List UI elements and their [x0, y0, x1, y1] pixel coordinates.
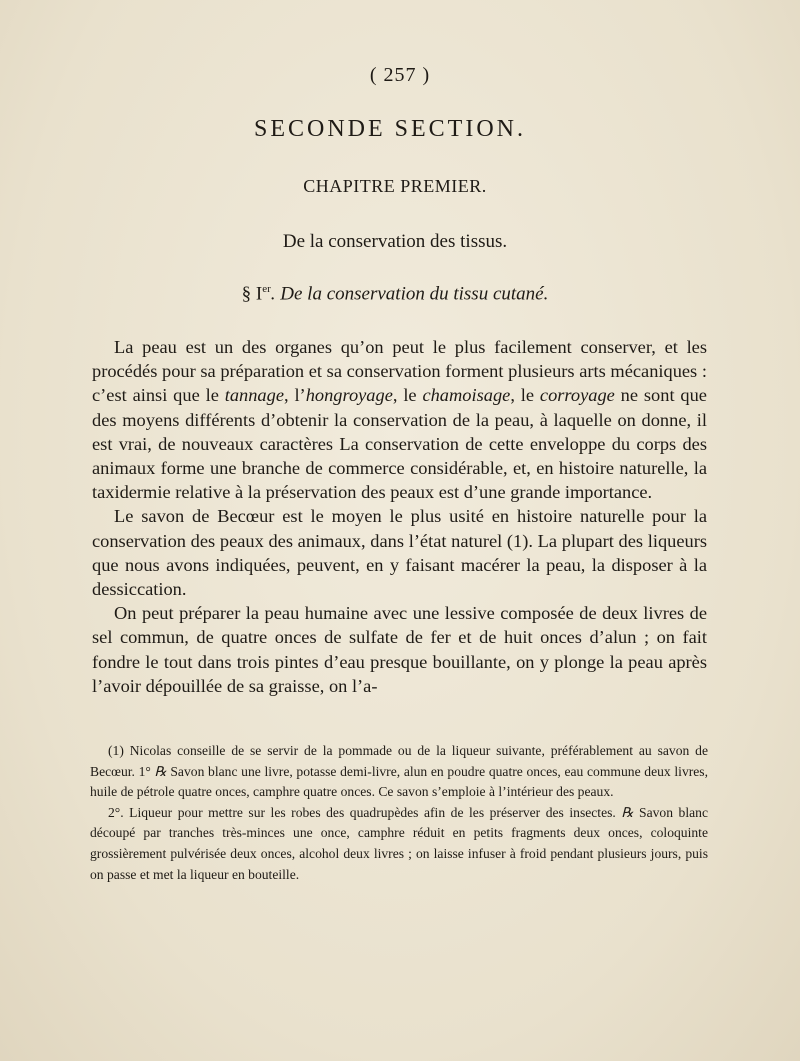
term-hongroyage: hongroyage: [305, 385, 393, 406]
section-title: SECONDE SECTION.: [253, 116, 526, 142]
term-tannage: tannage: [224, 385, 284, 406]
chapter-title: CHAPITRE PREMIER.: [303, 176, 487, 196]
subject-title: De la conservation des tissus.: [282, 231, 508, 252]
paragraph-3: On peut préparer la peau humaine avec une lessive composée de deux livres de sel commun, de quatre onces de sulfate de fer et de huit onces d’alun ; on fait fondre le tout dans trois pintes d’eau presque bouillante, on y plonge la peau après l’avoir dépouillée de sa graisse, on l’a-: [92, 603, 707, 696]
paragraph-heading-text: . De la conservation du tissu cutané.: [270, 283, 549, 305]
recipe-symbol: ℞: [154, 763, 167, 779]
recipe-symbol: ℞: [621, 804, 634, 820]
term-corroyage: corroyage: [539, 385, 615, 406]
body-text: [92, 335, 707, 698]
paragraph-mark-sup: er: [262, 283, 271, 295]
paragraph-heading: [0, 283, 790, 305]
paragraph-1: La peau est un des organes qu’on peut le plus facilement conserver, et les procédés pour sa préparation et sa conservation forment plusieurs arts mécaniques : c’est ainsi que le tannage, l’hongroyage, le chamoisage, le corroyage ne sont que des moyens différents d’obtenir la conservation de la peau, à laquelle on donne, il est vrai, de nouveaux caractères La conservation de cette enveloppe du corps des animaux forme une branche de commerce considérable, et, en histoire naturelle, la taxidermie relative à la préservation des peaux est d’une grande importance.: [92, 337, 707, 503]
paragraph-mark: § I: [241, 283, 263, 305]
page-number: ( 257 ): [369, 64, 431, 86]
footnote-1: (1) Nicolas conseille de se servir de la pommade ou de la liqueur suivante, préférablement au savon de Becœur. 1° ℞ Savon blanc une livre, potasse demi-livre, alun en poudre quatre onces, eau commune deux livres, huile de pétrole quatre onces, camphre quatre onces. Ce savon s’emploie à l’intérieur des peaux.: [90, 743, 708, 800]
paragraph-2: Le savon de Becœur est le moyen le plus usité en histoire naturelle pour la conservation des peaux des animaux, dans l’état naturel (1). La plupart des liqueurs que nous avons indiquées, peuvent, en y faisant macérer la peau, la disposer à la dessiccation.: [92, 506, 707, 600]
term-chamoisage: chamoisage: [422, 385, 511, 406]
footnotes: [90, 741, 708, 885]
footnote-2: 2°. Liqueur pour mettre sur les robes des quadrupèdes afin de les préserver des insectes. ℞ Savon blanc découpé par tranches très-minces une once, camphre réduit en petits fragments deux onces, coloquinte grossièrement pulvérisée deux onces, alcohol deux livres ; on laisse infuser à froid pendant plusieurs jours, puis on passe et met la liqueur en bouteille.: [90, 804, 708, 882]
